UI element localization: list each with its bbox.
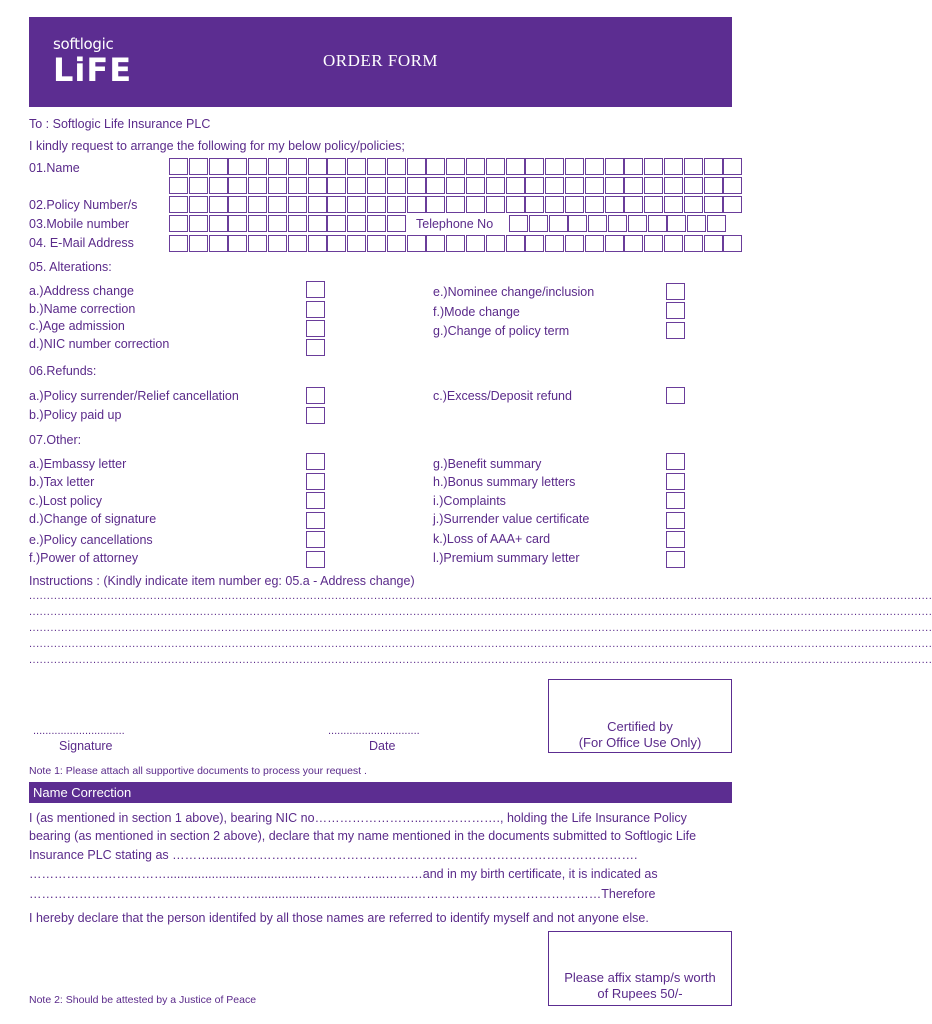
char-cell[interactable] (308, 235, 327, 252)
telephone-grid[interactable] (509, 215, 727, 232)
char-cell[interactable] (565, 158, 584, 175)
refund-option: c.)Excess/Deposit refund (433, 389, 572, 403)
char-cell[interactable] (486, 158, 505, 175)
certified-box (548, 679, 732, 753)
char-cell[interactable] (605, 158, 624, 175)
alteration-checkbox[interactable] (306, 281, 325, 298)
char-cell[interactable] (426, 235, 445, 252)
char-cell[interactable] (288, 196, 307, 213)
char-cell[interactable] (466, 158, 485, 175)
declaration-line: Insurance PLC stating as ……….......……………………………………………………………………………………. (29, 848, 638, 862)
declaration-line: I (as mentioned in section 1 above), bearing NIC no……………………..………………., holding the Life Insurance Policy (29, 811, 687, 825)
char-cell[interactable] (466, 235, 485, 252)
char-cell[interactable] (308, 177, 327, 194)
char-cell[interactable] (248, 158, 267, 175)
alteration-checkbox[interactable] (306, 320, 325, 337)
char-cell[interactable] (506, 235, 525, 252)
char-cell[interactable] (327, 215, 346, 232)
char-cell[interactable] (367, 196, 386, 213)
char-cell[interactable] (684, 196, 703, 213)
mobile-label: 03.Mobile number (29, 217, 130, 231)
char-cell[interactable] (529, 215, 548, 232)
alteration-option: a.)Address change (29, 284, 134, 298)
char-cell[interactable] (228, 196, 247, 213)
email-grid[interactable] (169, 235, 743, 252)
char-cell[interactable] (707, 215, 726, 232)
char-cell[interactable] (189, 196, 208, 213)
char-cell[interactable] (545, 158, 564, 175)
char-cell[interactable] (525, 235, 544, 252)
char-cell[interactable] (545, 196, 564, 213)
char-cell[interactable] (327, 158, 346, 175)
char-cell[interactable] (407, 235, 426, 252)
char-cell[interactable] (268, 196, 287, 213)
char-cell[interactable] (248, 196, 267, 213)
char-cell[interactable] (308, 158, 327, 175)
declaration-line: I hereby declare that the person identifed by all those names are referred to identify myself and not anyone else. (29, 911, 649, 925)
char-cell[interactable] (288, 158, 307, 175)
char-cell[interactable] (549, 215, 568, 232)
refund-checkbox[interactable] (666, 387, 685, 404)
char-cell[interactable] (565, 235, 584, 252)
char-cell[interactable] (327, 177, 346, 194)
char-cell[interactable] (248, 215, 267, 232)
char-cell[interactable] (565, 177, 584, 194)
char-cell[interactable] (426, 177, 445, 194)
char-cell[interactable] (664, 158, 683, 175)
char-cell[interactable] (644, 158, 663, 175)
char-cell[interactable] (169, 196, 188, 213)
header-banner (29, 17, 732, 107)
char-cell[interactable] (387, 158, 406, 175)
refund-checkbox[interactable] (306, 407, 325, 424)
char-cell[interactable] (347, 215, 366, 232)
char-cell[interactable] (664, 177, 683, 194)
char-cell[interactable] (525, 158, 544, 175)
form-title: ORDER FORM (323, 51, 439, 70)
alteration-option: e.)Nominee change/inclusion (433, 285, 595, 299)
char-cell[interactable] (169, 177, 188, 194)
char-cell[interactable] (407, 158, 426, 175)
char-cell[interactable] (407, 196, 426, 213)
char-cell[interactable] (624, 196, 643, 213)
name-grid-row-2[interactable] (169, 177, 743, 194)
char-cell[interactable] (509, 215, 528, 232)
other-checkbox[interactable] (666, 512, 685, 529)
char-cell[interactable] (248, 235, 267, 252)
name-label: 01.Name (29, 161, 80, 175)
char-cell[interactable] (568, 215, 587, 232)
char-cell[interactable] (585, 235, 604, 252)
char-cell[interactable] (644, 235, 663, 252)
instruction-line[interactable]: .............................................................................................................................................................................................................................................................. (29, 590, 932, 602)
date-label: Date (369, 739, 396, 753)
char-cell[interactable] (704, 196, 723, 213)
to-line: To : Softlogic Life Insurance PLC (29, 117, 211, 131)
char-cell[interactable] (446, 158, 465, 175)
other-option: k.)Loss of AAA+ card (433, 532, 551, 546)
stamp-line-2: of Rupees 50/- (597, 986, 683, 1001)
char-cell[interactable] (308, 215, 327, 232)
char-cell[interactable] (466, 177, 485, 194)
char-cell[interactable] (426, 158, 445, 175)
char-cell[interactable] (228, 235, 247, 252)
refund-option: a.)Policy surrender/Relief cancellation (29, 389, 239, 403)
other-checkbox[interactable] (666, 492, 685, 509)
request-line: I kindly request to arrange the following for my below policy/policies; (29, 139, 405, 153)
char-cell[interactable] (426, 196, 445, 213)
char-cell[interactable] (209, 235, 228, 252)
alteration-option: f.)Mode change (433, 305, 520, 319)
other-option: j.)Surrender value certificate (433, 512, 590, 526)
declaration-line: ………………………………………………..............................................………………………………………Therefore (29, 887, 656, 901)
char-cell[interactable] (209, 177, 228, 194)
char-cell[interactable] (268, 177, 287, 194)
refunds-heading: 06.Refunds: (29, 364, 97, 378)
char-cell[interactable] (605, 177, 624, 194)
char-cell[interactable] (506, 158, 525, 175)
refund-option: b.)Policy paid up (29, 408, 122, 422)
char-cell[interactable] (367, 177, 386, 194)
char-cell[interactable] (367, 215, 386, 232)
declaration-line: bearing (as mentioned in section 2 above), declare that my name mentioned in the documents submitted to Softlogic Life (29, 829, 697, 843)
instruction-line[interactable]: .............................................................................................................................................................................................................................................................. (29, 654, 932, 666)
note-1: Note 1: Please attach all supportive documents to process your request . (29, 765, 367, 777)
char-cell[interactable] (687, 215, 706, 232)
alteration-checkbox[interactable] (666, 302, 685, 319)
char-cell[interactable] (506, 196, 525, 213)
alteration-checkbox[interactable] (306, 301, 325, 318)
other-option: b.)Tax letter (29, 475, 95, 489)
char-cell[interactable] (585, 196, 604, 213)
other-checkbox[interactable] (666, 531, 685, 548)
char-cell[interactable] (169, 158, 188, 175)
char-cell[interactable] (525, 196, 544, 213)
char-cell[interactable] (684, 235, 703, 252)
char-cell[interactable] (387, 235, 406, 252)
other-option: i.)Complaints (433, 494, 506, 508)
char-cell[interactable] (347, 235, 366, 252)
char-cell[interactable] (644, 177, 663, 194)
char-cell[interactable] (347, 177, 366, 194)
char-cell[interactable] (347, 158, 366, 175)
char-cell[interactable] (723, 196, 742, 213)
stamp-line-1: Please affix stamp/s worth (564, 970, 716, 985)
char-cell[interactable] (486, 196, 505, 213)
char-cell[interactable] (209, 215, 228, 232)
instructions-label: Instructions : (Kindly indicate item number eg: 05.a - Address change) (29, 574, 415, 588)
alteration-option: d.)NIC number correction (29, 337, 170, 351)
char-cell[interactable] (628, 215, 647, 232)
char-cell[interactable] (723, 235, 742, 252)
char-cell[interactable] (387, 196, 406, 213)
char-cell[interactable] (189, 158, 208, 175)
char-cell[interactable] (684, 177, 703, 194)
char-cell[interactable] (624, 158, 643, 175)
char-cell[interactable] (387, 215, 406, 232)
alterations-heading: 05. Alterations: (29, 260, 112, 274)
other-checkbox[interactable] (306, 512, 325, 529)
policy-label: 02.Policy Number/s (29, 198, 138, 212)
char-cell[interactable] (704, 235, 723, 252)
char-cell[interactable] (367, 235, 386, 252)
alteration-checkbox[interactable] (666, 322, 685, 339)
char-cell[interactable] (506, 177, 525, 194)
char-cell[interactable] (588, 215, 607, 232)
name-grid-row-1[interactable] (169, 158, 743, 175)
char-cell[interactable] (684, 158, 703, 175)
char-cell[interactable] (704, 158, 723, 175)
note-2: Note 2: Should be attested by a Justice of Peace (29, 994, 257, 1006)
refund-checkbox[interactable] (306, 387, 325, 404)
other-option: h.)Bonus summary letters (433, 475, 576, 489)
other-option: d.)Change of signature (29, 512, 157, 526)
alteration-option: g.)Change of policy term (433, 324, 570, 338)
char-cell[interactable] (486, 177, 505, 194)
char-cell[interactable] (585, 177, 604, 194)
char-cell[interactable] (723, 177, 742, 194)
alteration-option: c.)Age admission (29, 319, 125, 333)
char-cell[interactable] (327, 235, 346, 252)
char-cell[interactable] (605, 235, 624, 252)
char-cell[interactable] (327, 196, 346, 213)
char-cell[interactable] (545, 235, 564, 252)
other-checkbox[interactable] (306, 453, 325, 470)
other-option: c.)Lost policy (29, 494, 102, 508)
char-cell[interactable] (169, 235, 188, 252)
char-cell[interactable] (486, 235, 505, 252)
char-cell[interactable] (667, 215, 686, 232)
char-cell[interactable] (288, 215, 307, 232)
other-option: e.)Policy cancellations (29, 533, 153, 547)
char-cell[interactable] (288, 177, 307, 194)
other-checkbox[interactable] (306, 473, 325, 490)
char-cell[interactable] (446, 196, 465, 213)
date-line[interactable]: .............................. (328, 725, 420, 737)
char-cell[interactable] (466, 196, 485, 213)
instruction-line[interactable]: .............................................................................................................................................................................................................................................................. (29, 638, 932, 650)
char-cell[interactable] (723, 158, 742, 175)
other-checkbox[interactable] (666, 473, 685, 490)
char-cell[interactable] (648, 215, 667, 232)
email-label: 04. E-Mail Address (29, 236, 134, 250)
char-cell[interactable] (446, 235, 465, 252)
char-cell[interactable] (605, 196, 624, 213)
alteration-option: b.)Name correction (29, 302, 136, 316)
signature-label: Signature (59, 739, 113, 753)
other-checkbox[interactable] (306, 551, 325, 568)
char-cell[interactable] (308, 196, 327, 213)
logo-text-bottom: LiFE (53, 51, 133, 89)
other-option: a.)Embassy letter (29, 457, 127, 471)
mobile-grid[interactable] (169, 215, 407, 232)
name-correction-heading: Name Correction (29, 782, 732, 803)
char-cell[interactable] (608, 215, 627, 232)
char-cell[interactable] (248, 177, 267, 194)
char-cell[interactable] (189, 235, 208, 252)
char-cell[interactable] (644, 196, 663, 213)
policy-grid[interactable] (169, 196, 743, 213)
other-heading: 07.Other: (29, 433, 82, 447)
char-cell[interactable] (209, 196, 228, 213)
alteration-checkbox[interactable] (306, 339, 325, 356)
char-cell[interactable] (268, 215, 287, 232)
char-cell[interactable] (189, 177, 208, 194)
alteration-checkbox[interactable] (666, 283, 685, 300)
other-option: l.)Premium summary letter (433, 551, 580, 565)
char-cell[interactable] (268, 235, 287, 252)
char-cell[interactable] (228, 158, 247, 175)
char-cell[interactable] (268, 158, 287, 175)
char-cell[interactable] (585, 158, 604, 175)
char-cell[interactable] (664, 196, 683, 213)
char-cell[interactable] (446, 177, 465, 194)
char-cell[interactable] (169, 215, 188, 232)
other-checkbox[interactable] (666, 551, 685, 568)
char-cell[interactable] (288, 235, 307, 252)
other-checkbox[interactable] (306, 531, 325, 548)
char-cell[interactable] (565, 196, 584, 213)
char-cell[interactable] (545, 177, 564, 194)
char-cell[interactable] (228, 215, 247, 232)
char-cell[interactable] (664, 235, 683, 252)
char-cell[interactable] (624, 177, 643, 194)
logo-text-top: softlogic (53, 35, 114, 53)
char-cell[interactable] (209, 158, 228, 175)
other-checkbox[interactable] (306, 492, 325, 509)
char-cell[interactable] (704, 177, 723, 194)
char-cell[interactable] (407, 177, 426, 194)
char-cell[interactable] (387, 177, 406, 194)
telephone-label: Telephone No (416, 217, 494, 231)
char-cell[interactable] (525, 177, 544, 194)
certified-line-2: (For Office Use Only) (578, 735, 702, 750)
signature-line[interactable]: .............................. (33, 725, 125, 737)
other-checkbox[interactable] (666, 453, 685, 470)
instruction-line[interactable]: .............................................................................................................................................................................................................................................................. (29, 622, 932, 634)
stamp-box (548, 931, 732, 1006)
declaration-line: ……………………………..........................................……………...………and in my birth certificate, it is indicated as (29, 867, 658, 881)
char-cell[interactable] (624, 235, 643, 252)
char-cell[interactable] (228, 177, 247, 194)
instruction-line[interactable]: .............................................................................................................................................................................................................................................................. (29, 606, 932, 618)
char-cell[interactable] (347, 196, 366, 213)
other-option: f.)Power of attorney (29, 551, 139, 565)
other-option: g.)Benefit summary (433, 457, 542, 471)
char-cell[interactable] (189, 215, 208, 232)
certified-line-1: Certified by (607, 719, 673, 734)
char-cell[interactable] (367, 158, 386, 175)
